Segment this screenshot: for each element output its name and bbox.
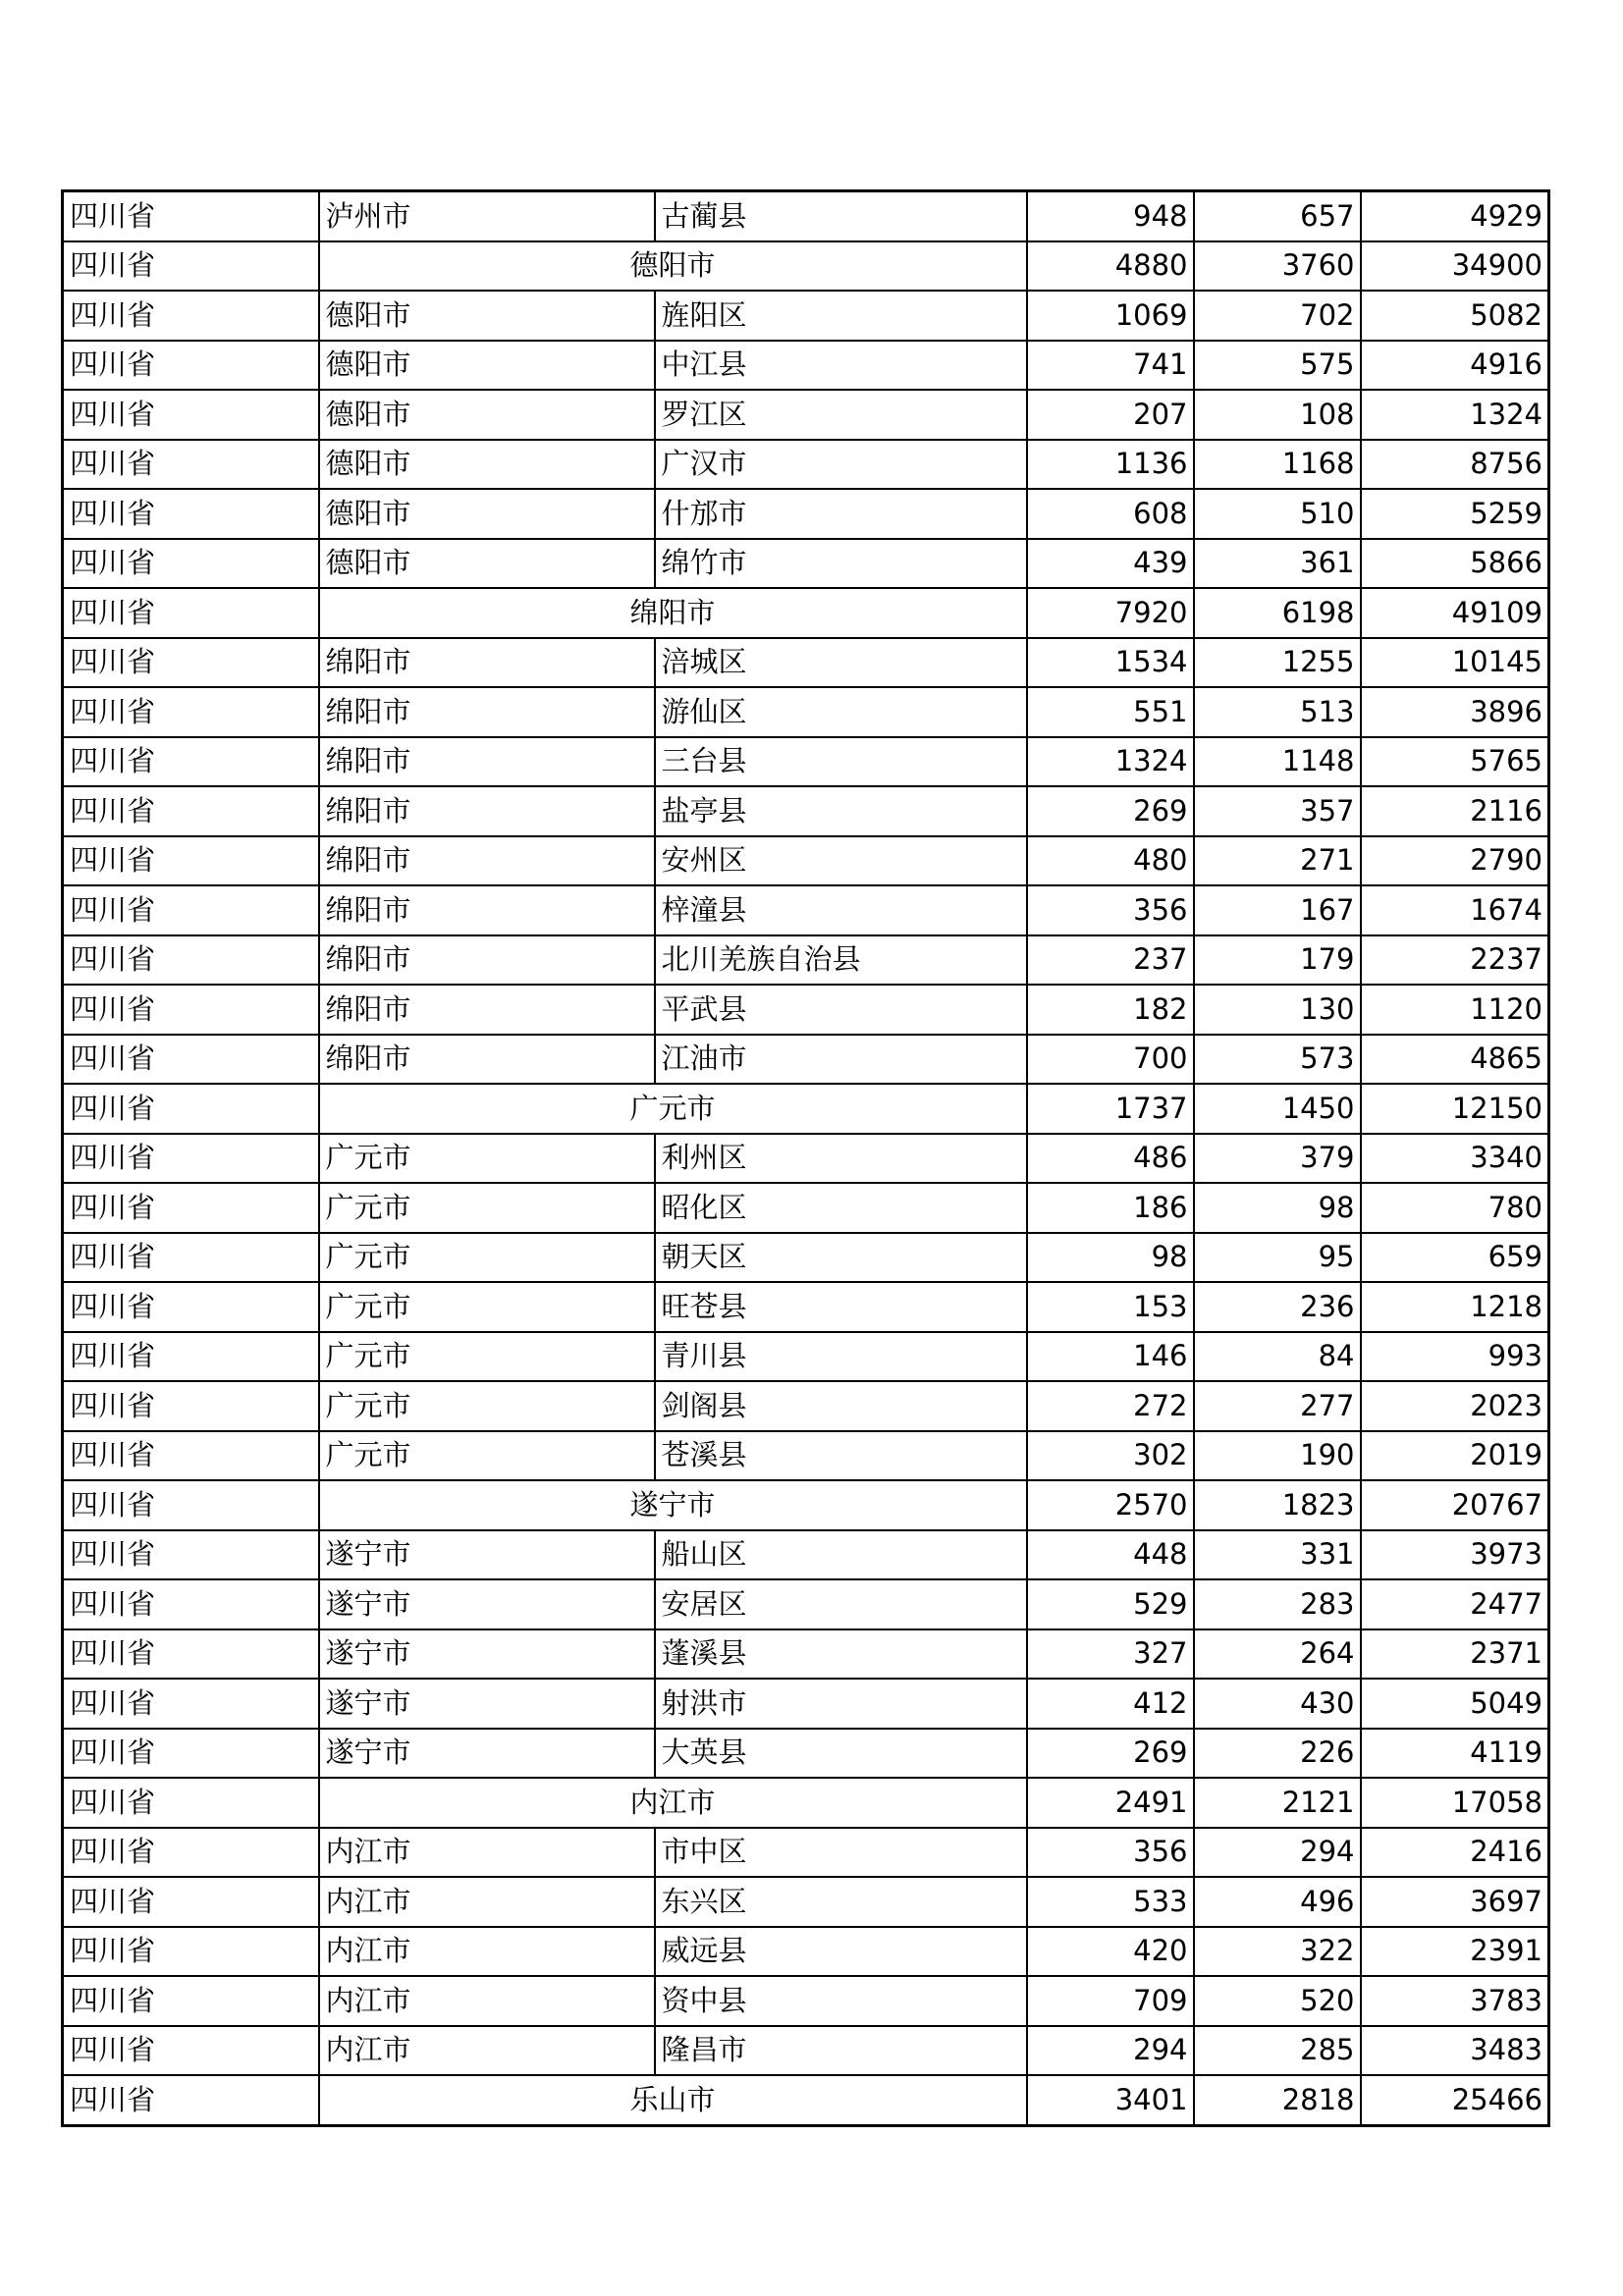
value-cell-3: 1324: [1361, 390, 1549, 440]
province-cell: 四川省: [63, 588, 319, 638]
value-cell-3: 3896: [1361, 687, 1549, 737]
value-cell-1: 1069: [1027, 291, 1194, 341]
value-cell-1: 186: [1027, 1183, 1194, 1233]
value-cell-2: 236: [1194, 1282, 1361, 1332]
county-cell: 大英县: [655, 1729, 1027, 1779]
county-cell: 昭化区: [655, 1183, 1027, 1233]
value-cell-1: 294: [1027, 2026, 1194, 2076]
value-cell-1: 356: [1027, 885, 1194, 935]
table-row: [63, 1134, 1549, 1184]
county-cell: 射洪市: [655, 1679, 1027, 1729]
value-cell-2: 264: [1194, 1629, 1361, 1680]
city-cell: 德阳市: [319, 241, 1027, 292]
value-cell-1: 1324: [1027, 737, 1194, 787]
county-cell: 古蔺县: [655, 191, 1027, 241]
county-cell: 隆昌市: [655, 2026, 1027, 2076]
table-row: [63, 1035, 1549, 1085]
table-row: [63, 687, 1549, 737]
county-cell: 涪城区: [655, 638, 1027, 688]
province-cell: 四川省: [63, 1381, 319, 1431]
value-cell-1: 533: [1027, 1877, 1194, 1927]
city-subtotal-row: [63, 1778, 1549, 1828]
city-cell: 德阳市: [319, 341, 655, 391]
value-cell-3: 10145: [1361, 638, 1549, 688]
value-cell-2: 1168: [1194, 440, 1361, 490]
city-cell: 遂宁市: [319, 1729, 655, 1779]
province-cell: 四川省: [63, 1233, 319, 1283]
county-cell: 梓潼县: [655, 885, 1027, 935]
value-cell-2: 271: [1194, 836, 1361, 886]
table-row: [63, 1579, 1549, 1629]
city-cell: 遂宁市: [319, 1579, 655, 1629]
value-cell-1: 700: [1027, 1035, 1194, 1085]
province-cell: 四川省: [63, 1282, 319, 1332]
value-cell-2: 520: [1194, 1976, 1361, 2026]
city-cell: 广元市: [319, 1381, 655, 1431]
value-cell-1: 448: [1027, 1530, 1194, 1580]
value-cell-2: 167: [1194, 885, 1361, 935]
value-cell-3: 2790: [1361, 836, 1549, 886]
table-row: [63, 935, 1549, 986]
city-cell: 绵阳市: [319, 1035, 655, 1085]
province-cell: 四川省: [63, 1431, 319, 1481]
table-row: [63, 1629, 1549, 1680]
table-row: [63, 1282, 1549, 1332]
city-cell: 遂宁市: [319, 1530, 655, 1580]
table-row: [63, 1976, 1549, 2026]
table-row: [63, 440, 1549, 490]
value-cell-1: 1737: [1027, 1084, 1194, 1134]
county-cell: 什邡市: [655, 489, 1027, 539]
value-cell-2: 130: [1194, 985, 1361, 1035]
value-cell-2: 379: [1194, 1134, 1361, 1184]
value-cell-2: 190: [1194, 1431, 1361, 1481]
value-cell-2: 179: [1194, 935, 1361, 986]
city-cell: 绵阳市: [319, 985, 655, 1035]
value-cell-1: 551: [1027, 687, 1194, 737]
city-cell: 德阳市: [319, 390, 655, 440]
value-cell-3: 3973: [1361, 1530, 1549, 1580]
value-cell-2: 510: [1194, 489, 1361, 539]
table-row: [63, 539, 1549, 589]
table-body: [63, 191, 1549, 2126]
county-cell: 安州区: [655, 836, 1027, 886]
city-cell: 广元市: [319, 1084, 1027, 1134]
county-cell: 资中县: [655, 1976, 1027, 2026]
value-cell-3: 3783: [1361, 1976, 1549, 2026]
city-cell: 绵阳市: [319, 737, 655, 787]
province-cell: 四川省: [63, 737, 319, 787]
value-cell-3: 993: [1361, 1332, 1549, 1382]
city-subtotal-row: [63, 1480, 1549, 1530]
value-cell-3: 2116: [1361, 786, 1549, 836]
value-cell-1: 709: [1027, 1976, 1194, 2026]
value-cell-2: 322: [1194, 1927, 1361, 1977]
province-cell: 四川省: [63, 1579, 319, 1629]
table-row: [63, 786, 1549, 836]
value-cell-3: 1120: [1361, 985, 1549, 1035]
table-row: [63, 1381, 1549, 1431]
province-cell: 四川省: [63, 1976, 319, 2026]
value-cell-2: 108: [1194, 390, 1361, 440]
value-cell-2: 657: [1194, 191, 1361, 241]
province-cell: 四川省: [63, 1828, 319, 1878]
value-cell-2: 331: [1194, 1530, 1361, 1580]
value-cell-3: 12150: [1361, 1084, 1549, 1134]
value-cell-2: 702: [1194, 291, 1361, 341]
county-cell: 盐亭县: [655, 786, 1027, 836]
value-cell-1: 269: [1027, 786, 1194, 836]
value-cell-2: 1255: [1194, 638, 1361, 688]
province-cell: 四川省: [63, 885, 319, 935]
value-cell-2: 6198: [1194, 588, 1361, 638]
province-cell: 四川省: [63, 1332, 319, 1382]
province-cell: 四川省: [63, 241, 319, 292]
county-cell: 市中区: [655, 1828, 1027, 1878]
value-cell-2: 575: [1194, 341, 1361, 391]
value-cell-3: 8756: [1361, 440, 1549, 490]
value-cell-3: 20767: [1361, 1480, 1549, 1530]
value-cell-3: 49109: [1361, 588, 1549, 638]
table-row: [63, 1729, 1549, 1779]
value-cell-2: 98: [1194, 1183, 1361, 1233]
province-cell: 四川省: [63, 1629, 319, 1680]
city-cell: 遂宁市: [319, 1480, 1027, 1530]
table-row: [63, 1530, 1549, 1580]
value-cell-3: 5866: [1361, 539, 1549, 589]
value-cell-3: 1674: [1361, 885, 1549, 935]
value-cell-1: 420: [1027, 1927, 1194, 1977]
table-row: [63, 1183, 1549, 1233]
value-cell-1: 608: [1027, 489, 1194, 539]
table-row: [63, 1332, 1549, 1382]
city-cell: 绵阳市: [319, 588, 1027, 638]
table-row: [63, 1927, 1549, 1977]
city-cell: 内江市: [319, 2026, 655, 2076]
city-subtotal-row: [63, 2075, 1549, 2125]
city-cell: 绵阳市: [319, 687, 655, 737]
value-cell-3: 3697: [1361, 1877, 1549, 1927]
value-cell-2: 3760: [1194, 241, 1361, 292]
city-cell: 广元市: [319, 1183, 655, 1233]
table-row: [63, 737, 1549, 787]
city-cell: 德阳市: [319, 489, 655, 539]
province-cell: 四川省: [63, 786, 319, 836]
value-cell-3: 3483: [1361, 2026, 1549, 2076]
table-row: [63, 191, 1549, 241]
city-cell: 内江市: [319, 1778, 1027, 1828]
value-cell-1: 486: [1027, 1134, 1194, 1184]
value-cell-1: 3401: [1027, 2075, 1194, 2125]
value-cell-2: 430: [1194, 1679, 1361, 1729]
value-cell-2: 283: [1194, 1579, 1361, 1629]
value-cell-2: 84: [1194, 1332, 1361, 1382]
value-cell-1: 237: [1027, 935, 1194, 986]
value-cell-1: 98: [1027, 1233, 1194, 1283]
city-cell: 泸州市: [319, 191, 655, 241]
city-cell: 遂宁市: [319, 1679, 655, 1729]
table-row: [63, 390, 1549, 440]
value-cell-2: 573: [1194, 1035, 1361, 1085]
province-cell: 四川省: [63, 2075, 319, 2125]
county-cell: 江油市: [655, 1035, 1027, 1085]
county-cell: 安居区: [655, 1579, 1027, 1629]
value-cell-1: 356: [1027, 1828, 1194, 1878]
province-cell: 四川省: [63, 489, 319, 539]
value-cell-2: 226: [1194, 1729, 1361, 1779]
value-cell-2: 294: [1194, 1828, 1361, 1878]
value-cell-1: 153: [1027, 1282, 1194, 1332]
county-cell: 平武县: [655, 985, 1027, 1035]
value-cell-3: 4929: [1361, 191, 1549, 241]
value-cell-1: 948: [1027, 191, 1194, 241]
value-cell-3: 2477: [1361, 1579, 1549, 1629]
table-row: [63, 638, 1549, 688]
table-row: [63, 836, 1549, 886]
province-cell: 四川省: [63, 638, 319, 688]
value-cell-2: 357: [1194, 786, 1361, 836]
value-cell-3: 5259: [1361, 489, 1549, 539]
province-cell: 四川省: [63, 440, 319, 490]
county-cell: 罗江区: [655, 390, 1027, 440]
county-cell: 游仙区: [655, 687, 1027, 737]
city-cell: 广元市: [319, 1134, 655, 1184]
city-cell: 德阳市: [319, 440, 655, 490]
county-cell: 青川县: [655, 1332, 1027, 1382]
value-cell-1: 327: [1027, 1629, 1194, 1680]
province-cell: 四川省: [63, 390, 319, 440]
city-cell: 绵阳市: [319, 885, 655, 935]
city-cell: 内江市: [319, 1828, 655, 1878]
province-cell: 四川省: [63, 836, 319, 886]
province-cell: 四川省: [63, 1927, 319, 1977]
province-cell: 四川省: [63, 539, 319, 589]
county-cell: 中江县: [655, 341, 1027, 391]
city-cell: 广元市: [319, 1332, 655, 1382]
value-cell-3: 4119: [1361, 1729, 1549, 1779]
value-cell-3: 2371: [1361, 1629, 1549, 1680]
value-cell-1: 529: [1027, 1579, 1194, 1629]
value-cell-1: 1534: [1027, 638, 1194, 688]
county-cell: 船山区: [655, 1530, 1027, 1580]
table-row: [63, 1233, 1549, 1283]
value-cell-3: 4916: [1361, 341, 1549, 391]
city-cell: 德阳市: [319, 291, 655, 341]
county-cell: 旌阳区: [655, 291, 1027, 341]
city-cell: 德阳市: [319, 539, 655, 589]
value-cell-3: 3340: [1361, 1134, 1549, 1184]
table-row: [63, 985, 1549, 1035]
province-cell: 四川省: [63, 687, 319, 737]
value-cell-3: 5082: [1361, 291, 1549, 341]
county-cell: 三台县: [655, 737, 1027, 787]
value-cell-1: 2570: [1027, 1480, 1194, 1530]
value-cell-1: 4880: [1027, 241, 1194, 292]
province-cell: 四川省: [63, 1729, 319, 1779]
province-cell: 四川省: [63, 1877, 319, 1927]
city-cell: 绵阳市: [319, 836, 655, 886]
value-cell-2: 361: [1194, 539, 1361, 589]
value-cell-1: 7920: [1027, 588, 1194, 638]
value-cell-3: 5049: [1361, 1679, 1549, 1729]
county-cell: 旺苍县: [655, 1282, 1027, 1332]
value-cell-2: 277: [1194, 1381, 1361, 1431]
value-cell-3: 17058: [1361, 1778, 1549, 1828]
value-cell-1: 480: [1027, 836, 1194, 886]
province-cell: 四川省: [63, 1183, 319, 1233]
value-cell-2: 1450: [1194, 1084, 1361, 1134]
value-cell-3: 659: [1361, 1233, 1549, 1283]
city-subtotal-row: [63, 588, 1549, 638]
city-cell: 绵阳市: [319, 935, 655, 986]
city-cell: 绵阳市: [319, 786, 655, 836]
province-cell: 四川省: [63, 1778, 319, 1828]
value-cell-3: 2023: [1361, 1381, 1549, 1431]
city-cell: 乐山市: [319, 2075, 1027, 2125]
county-cell: 蓬溪县: [655, 1629, 1027, 1680]
value-cell-2: 496: [1194, 1877, 1361, 1927]
value-cell-1: 269: [1027, 1729, 1194, 1779]
county-cell: 利州区: [655, 1134, 1027, 1184]
city-cell: 内江市: [319, 1976, 655, 2026]
county-cell: 剑阁县: [655, 1381, 1027, 1431]
value-cell-1: 182: [1027, 985, 1194, 1035]
value-cell-1: 439: [1027, 539, 1194, 589]
value-cell-1: 2491: [1027, 1778, 1194, 1828]
province-cell: 四川省: [63, 1134, 319, 1184]
county-cell: 绵竹市: [655, 539, 1027, 589]
table-row: [63, 885, 1549, 935]
county-cell: 苍溪县: [655, 1431, 1027, 1481]
value-cell-2: 513: [1194, 687, 1361, 737]
value-cell-3: 25466: [1361, 2075, 1549, 2125]
value-cell-1: 302: [1027, 1431, 1194, 1481]
city-cell: 广元市: [319, 1233, 655, 1283]
province-cell: 四川省: [63, 985, 319, 1035]
value-cell-2: 2121: [1194, 1778, 1361, 1828]
province-cell: 四川省: [63, 1679, 319, 1729]
province-cell: 四川省: [63, 1480, 319, 1530]
value-cell-1: 207: [1027, 390, 1194, 440]
value-cell-3: 2391: [1361, 1927, 1549, 1977]
value-cell-1: 741: [1027, 341, 1194, 391]
table-row: [63, 1431, 1549, 1481]
table-row: [63, 341, 1549, 391]
value-cell-3: 1218: [1361, 1282, 1549, 1332]
city-subtotal-row: [63, 241, 1549, 292]
table-row: [63, 1877, 1549, 1927]
value-cell-3: 780: [1361, 1183, 1549, 1233]
value-cell-3: 5765: [1361, 737, 1549, 787]
province-cell: 四川省: [63, 341, 319, 391]
table-row: [63, 489, 1549, 539]
province-cell: 四川省: [63, 1530, 319, 1580]
value-cell-1: 146: [1027, 1332, 1194, 1382]
province-cell: 四川省: [63, 291, 319, 341]
province-cell: 四川省: [63, 2026, 319, 2076]
city-cell: 内江市: [319, 1927, 655, 1977]
value-cell-2: 2818: [1194, 2075, 1361, 2125]
table-row: [63, 1828, 1549, 1878]
value-cell-3: 34900: [1361, 241, 1549, 292]
county-cell: 朝天区: [655, 1233, 1027, 1283]
county-cell: 广汉市: [655, 440, 1027, 490]
value-cell-2: 285: [1194, 2026, 1361, 2076]
value-cell-3: 2416: [1361, 1828, 1549, 1878]
table-row: [63, 1679, 1549, 1729]
value-cell-3: 2237: [1361, 935, 1549, 986]
value-cell-1: 1136: [1027, 440, 1194, 490]
city-cell: 广元市: [319, 1431, 655, 1481]
city-cell: 内江市: [319, 1877, 655, 1927]
value-cell-2: 95: [1194, 1233, 1361, 1283]
value-cell-1: 412: [1027, 1679, 1194, 1729]
value-cell-3: 4865: [1361, 1035, 1549, 1085]
value-cell-2: 1823: [1194, 1480, 1361, 1530]
value-cell-1: 272: [1027, 1381, 1194, 1431]
city-cell: 遂宁市: [319, 1629, 655, 1680]
table-row: [63, 2026, 1549, 2076]
value-cell-2: 1148: [1194, 737, 1361, 787]
county-cell: 北川羌族自治县: [655, 935, 1027, 986]
province-cell: 四川省: [63, 1084, 319, 1134]
data-table: [61, 189, 1550, 2127]
city-cell: 绵阳市: [319, 638, 655, 688]
province-cell: 四川省: [63, 191, 319, 241]
province-cell: 四川省: [63, 935, 319, 986]
value-cell-3: 2019: [1361, 1431, 1549, 1481]
county-cell: 威远县: [655, 1927, 1027, 1977]
province-cell: 四川省: [63, 1035, 319, 1085]
city-subtotal-row: [63, 1084, 1549, 1134]
county-cell: 东兴区: [655, 1877, 1027, 1927]
city-cell: 广元市: [319, 1282, 655, 1332]
table-row: [63, 291, 1549, 341]
